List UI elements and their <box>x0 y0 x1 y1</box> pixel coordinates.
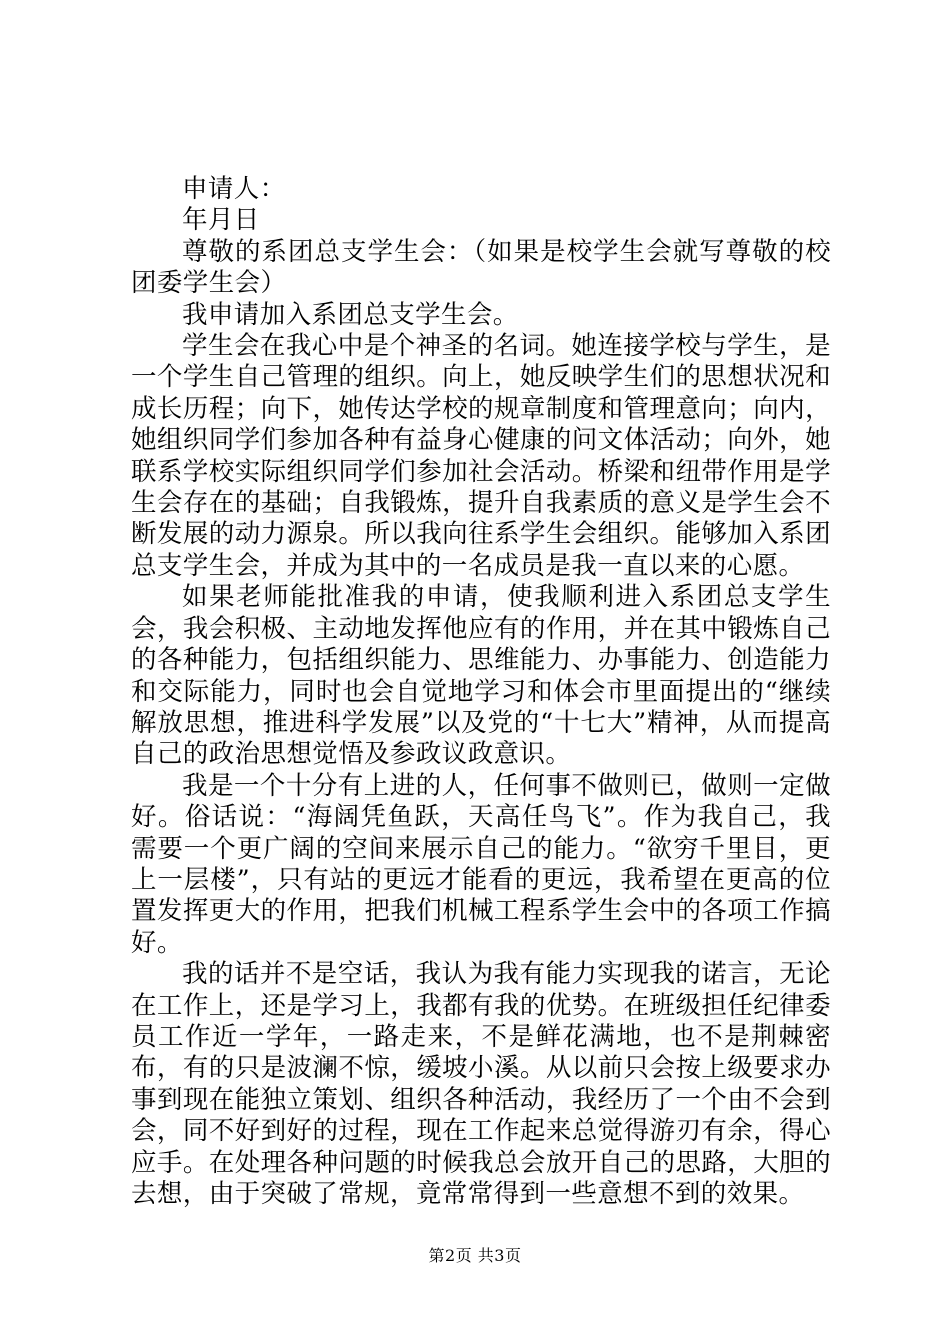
date-line: 年月日 <box>182 205 260 236</box>
body-paragraph: 我是一个十分有上进的人，任何事不做则已，做则一定做好。俗话说：“海阔凭鱼跃，天高任鸟飞”。作为我自己，我需要一个更广阔的空间来展示自己的能力。“欲穷千里目，更上一层楼”，只有站的更远才能看的更远，我希望在更高的位置发挥更大的作用，把我们机械工程系学生会中的各项工作搞好。 <box>131 770 831 958</box>
body-paragraph: 学生会在我心中是个神圣的名词。她连接学校与学生，是一个学生自己管理的组织。向上，她反映学生们的思想状况和成长历程；向下，她传达学校的规章制度和管理意向；向内，她组织同学们参加各种有益身心健康的问文体活动；向外，她联系学校实际组织同学们参加社会活动。桥梁和纽带作用是学生会存在的基础；自我锻炼，提升自我素质的意义是学生会不断发展的动力源泉。所以我向往系学生会组织。能够加入系团总支学生会，并成为其中的一名成员是我一直以来的心愿。 <box>131 331 831 581</box>
body-paragraph: 我的话并不是空话，我认为我有能力实现我的诺言，无论在工作上，还是学习上，我都有我的优势。在班级担任纪律委员工作近一学年，一路走来，不是鲜花满地，也不是荆棘密布，有的只是波澜不惊，缓坡小溪。从以前只会按上级要求办事到现在能独立策划、组织各种活动，我经历了一个由不会到会，同不好到好的过程，现在工作起来总觉得游刃有余，得心应手。在处理各种问题的时候我总会放开自己的思路，大胆的去想，由于突破了常规，竟常常得到一些意想不到的效果。 <box>131 959 831 1209</box>
salutation: 尊敬的系团总支学生会：（如果是校学生会就写尊敬的校团委学生会） <box>131 236 831 299</box>
document-body <box>131 174 831 1210</box>
body-paragraph: 如果老师能批准我的申请，使我顺利进入系团总支学生会，我会积极、主动地发挥他应有的作用，并在其中锻炼自己的各种能力，包括组织能力、思维能力、办事能力、创造能力和交际能力，同时也会自觉地学习和体会市里面提出的“继续解放思想，推进科学发展”以及党的“十七大”精神，从而提高自己的政治思想觉悟及参政议政意识。 <box>131 582 831 770</box>
application-statement: 我申请加入系团总支学生会。 <box>182 299 519 330</box>
page-number-footer: 第2页 共3页 <box>428 1246 522 1265</box>
applicant-line: 申请人： <box>182 174 286 204</box>
